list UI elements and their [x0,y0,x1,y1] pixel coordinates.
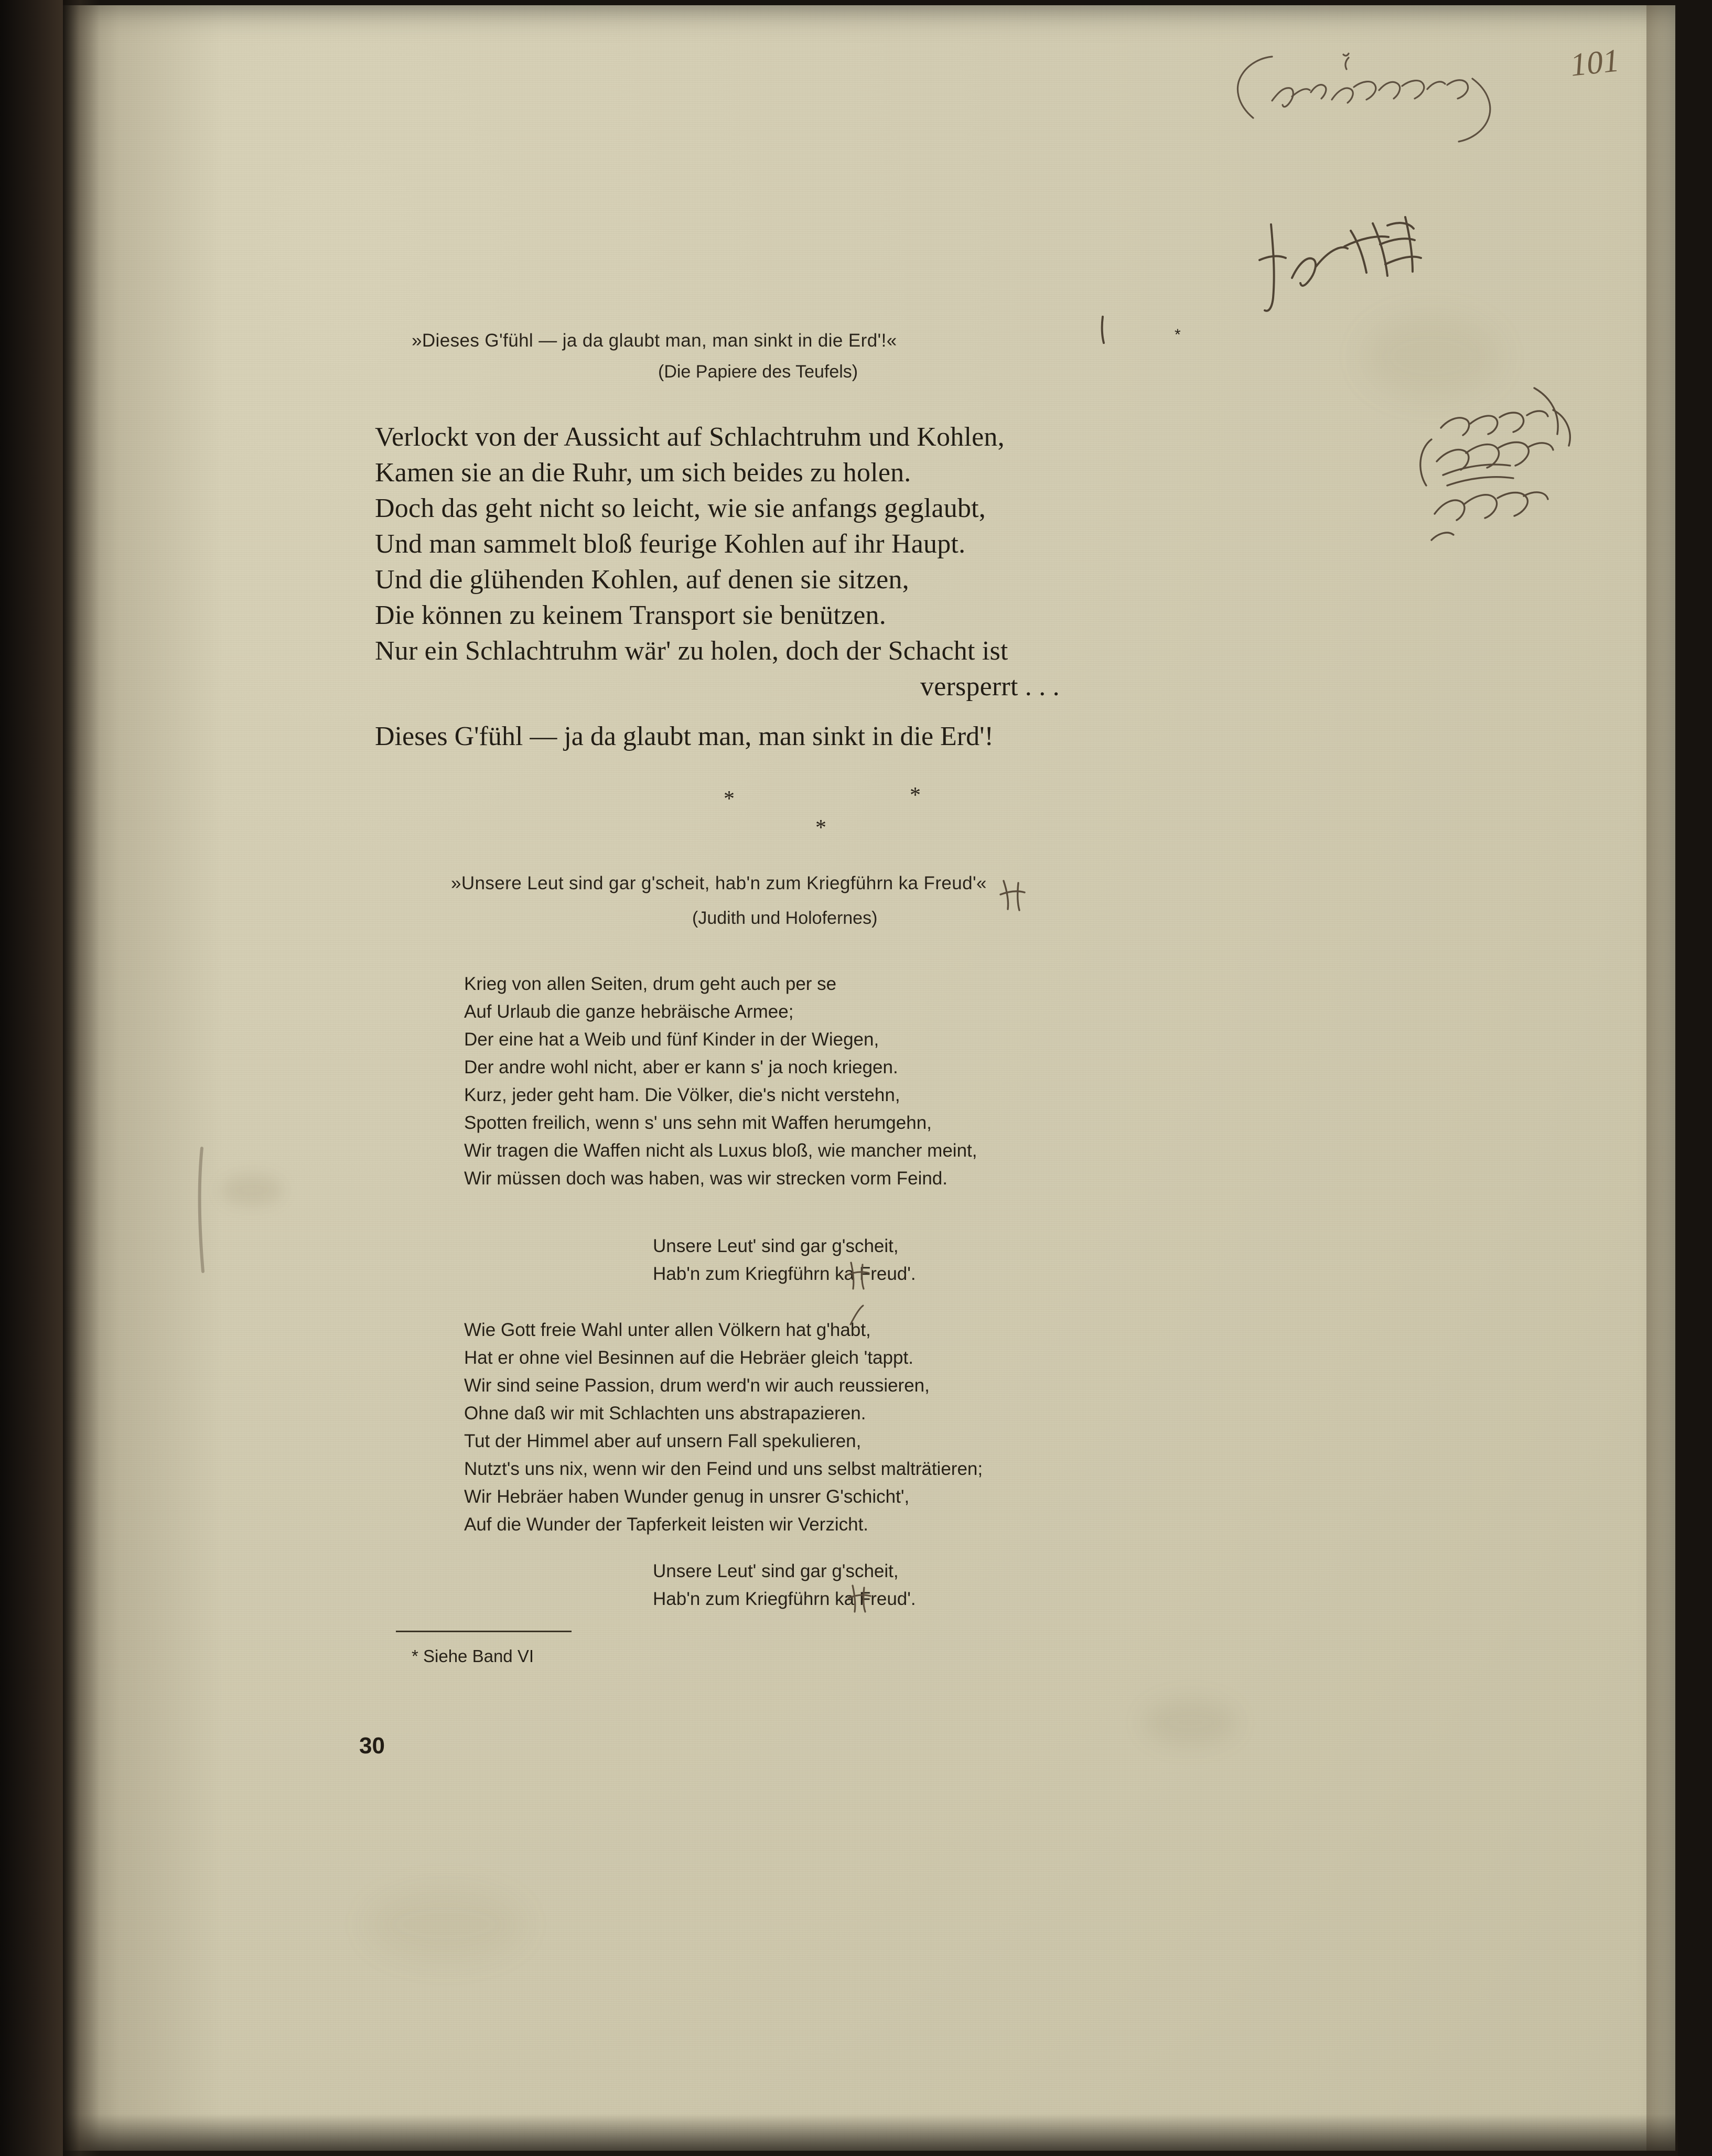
page-number: 30 [359,1733,385,1759]
poem1-refrain: Dieses G'fühl — ja da glaubt man, man sinkt in die Erd'! [375,721,994,751]
poem2-line: Wir Hebräer haben Wunder genug in unsrer G'schicht', [464,1486,910,1507]
poem2-refrain-2 [653,1557,916,1613]
section-divider-asterisk: * [910,783,921,807]
poem2-line: Nutzt's uns nix, wenn wir den Feind und uns selbst malträtieren; [464,1459,983,1479]
poem2-line: Der eine hat a Weib und fünf Kinder in der Wiegen, [464,1029,879,1050]
poem2-line: Ohne daß wir mit Schlachten uns abstrapazieren. [464,1403,866,1424]
section-divider-asterisk: * [815,816,826,840]
poem1-line: Doch das geht nicht so leicht, wie sie anfangs geglaubt, [375,493,986,523]
page-content [50,5,1675,2151]
section-divider-asterisk: * [724,787,735,811]
footnote-text: * Siehe Band VI [412,1646,534,1666]
poem2-line: Wir sind seine Passion, drum werd'n wir auch reussieren, [464,1375,930,1396]
poem2-line: Hat er ohne viel Besinnen auf die Hebräer gleich 'tappt. [464,1348,913,1368]
poem2-line: Tut der Himmel aber auf unsern Fall spekulieren, [464,1431,862,1451]
poem2-epigraph: »Unsere Leut sind gar g'scheit, hab'n zum Kriegführn ka Freud'« [451,873,987,893]
poem1-line: Nur ein Schlachtruhm wär' zu holen, doch der Schacht ist [375,636,1008,666]
poem1-epigraph: »Dieses G'fühl — ja da glaubt man, man sinkt in die Erd'!« [412,330,897,351]
poem2-refrain-line: Hab'n zum Kriegführn ka Freud'. [653,1264,916,1284]
poem2-line: Wir müssen doch was haben, was wir strecken vorm Feind. [464,1168,947,1189]
poem1-line: Und die glühenden Kohlen, auf denen sie sitzen, [375,565,909,595]
poem2-line: Wir tragen die Waffen nicht als Luxus bloß, wie mancher meint, [464,1140,977,1161]
footnote-rule [396,1631,572,1632]
poem1-line: Und man sammelt bloß feurige Kohlen auf ihr Haupt. [375,529,966,559]
poem2-line: Krieg von allen Seiten, drum geht auch per se [464,974,837,994]
handwritten-page-number: 101 [1568,42,1621,83]
poem1-stanza [375,419,1060,705]
poem1-line: Kamen sie an die Ruhr, um sich beides zu holen. [375,458,911,488]
poem1-line: Die können zu keinem Transport sie benützen. [375,600,886,630]
poem1-epigraph-footnote-marker: * [1175,326,1181,343]
poem2-stanza-1 [464,970,977,1192]
poem1-line: Verlockt von der Aussicht auf Schlachtruhm und Kohlen, [375,422,1005,452]
poem2-line: Auf Urlaub die ganze hebräische Armee; [464,1001,794,1022]
poem2-refrain-line: Unsere Leut' sind gar g'scheit, [653,1236,899,1256]
poem1-line-tail: versperrt . . . [920,672,1060,702]
poem2-line: Der andre wohl nicht, aber er kann s' ja noch kriegen. [464,1057,898,1077]
poem2-epigraph-source: (Judith und Holofernes) [692,908,878,928]
poem2-stanza-2 [464,1316,983,1538]
poem2-refrain-1 [653,1232,916,1288]
poem2-line: Auf die Wunder der Tapferkeit leisten wir Verzicht. [464,1514,869,1535]
poem2-refrain-line: Unsere Leut' sind gar g'scheit, [653,1561,899,1581]
poem2-line: Wie Gott freie Wahl unter allen Völkern hat g'habt, [464,1320,871,1340]
poem1-epigraph-source: (Die Papiere des Teufels) [658,362,858,382]
poem2-refrain-line: Hab'n zum Kriegführn ka Freud'. [653,1589,916,1609]
poem2-line: Kurz, jeder geht ham. Die Völker, die's nicht verstehn, [464,1085,900,1105]
poem2-line: Spotten freilich, wenn s' uns sehn mit Waffen herumgehn, [464,1113,932,1133]
